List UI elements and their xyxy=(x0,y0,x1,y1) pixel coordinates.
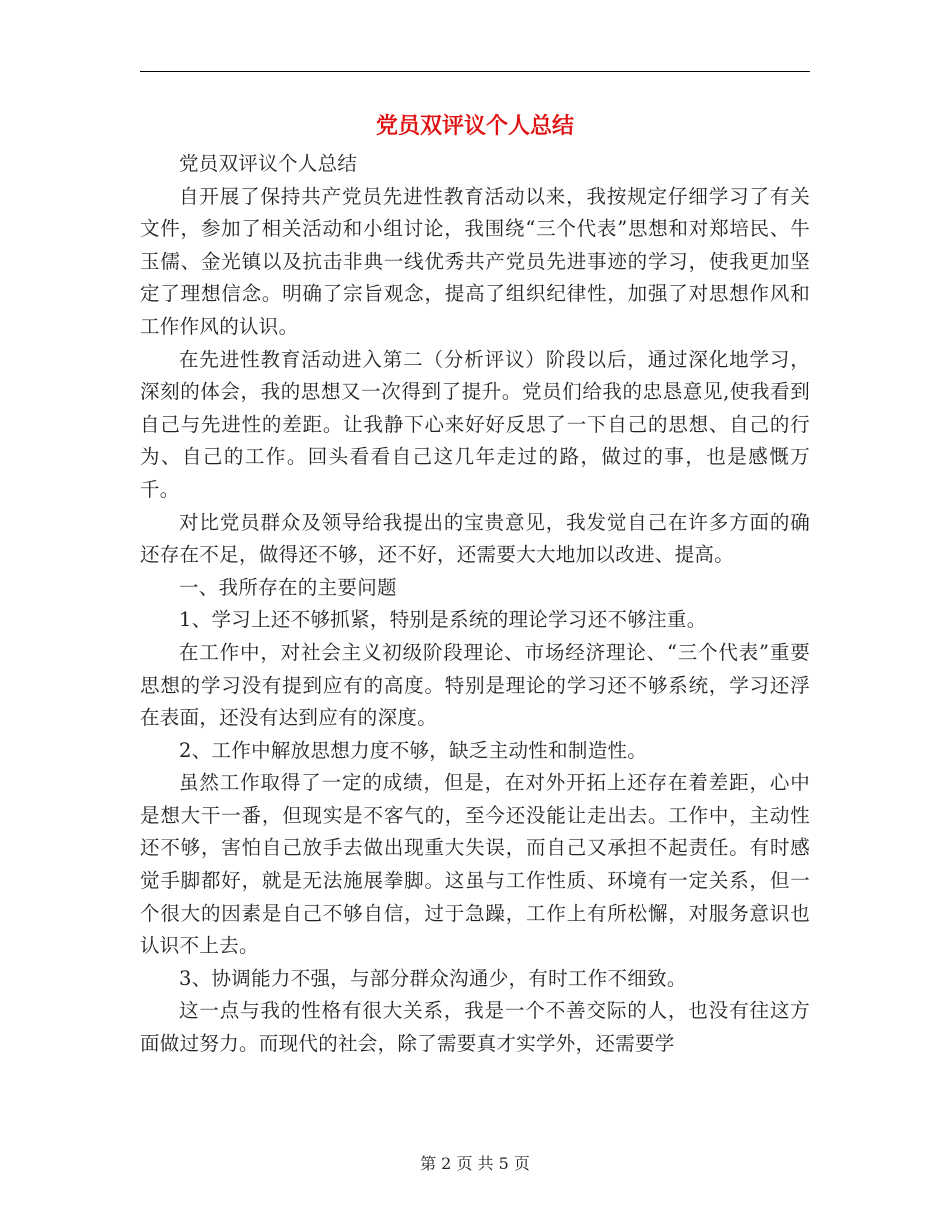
paragraph: 对比党员群众及领导给我提出的宝贵意见，我发觉自己在许多方面的确还存在不足，做得还不够，还不好，还需要大大地加以改进、提高。 xyxy=(140,510,810,567)
document-title: 党员双评议个人总结 xyxy=(375,113,574,139)
page-number: 第 2 页 共 5 页 xyxy=(420,1154,530,1173)
paragraph: 这一点与我的性格有很大关系，我是一个不善交际的人，也没有往这方面做过努力。而现代的社会，除了需要真才实学外，还需要学 xyxy=(140,999,810,1056)
paragraph: 党员双评议个人总结 xyxy=(179,152,358,175)
paragraph: 自开展了保持共产党员先进性教育活动以来，我按规定仔细学习了有关文件，参加了相关活动和小组讨论，我围绕“三个代表”思想和对郑培民、牛玉儒、金光镇以及抗击非典一线优秀共产党员先进事迹的学习，使我更加坚定了理想信念。明确了宗旨观念，提高了组织纪律性，加强了对思想作风和工作作风的认识。 xyxy=(140,184,810,338)
header-rule xyxy=(140,71,810,72)
paragraph: 在工作中，对社会主义初级阶段理论、市场经济理论、“三个代表”重要思想的学习没有提到应有的高度。特别是理论的学习还不够系统，学习还浮在表面，还没有达到应有的深度。 xyxy=(140,640,810,730)
numbered-point: 1、学习上还不够抓紧，特别是系统的理论学习还不够注重。 xyxy=(179,608,707,632)
paragraph: 在先进性教育活动进入第二（分析评议）阶段以后，通过深化地学习，深刻的体会，我的思想又一次得到了提升。党员们给我的忠恳意见,使我看到自己与先进性的差距。让我静下心来好好反思了一下自己的思想、自己的行为、自己的工作。回头看看自己这几年走过的路，做过的事，也是感慨万千。 xyxy=(140,347,810,501)
numbered-point: 3、协调能力不强，与部分群众沟通少，有时工作不细致。 xyxy=(179,966,687,990)
document-body xyxy=(140,148,810,1061)
section-heading: 一、我所存在的主要问题 xyxy=(179,575,397,599)
paragraph: 虽然工作取得了一定的成绩，但是，在对外开拓上还存在着差距，心中是想大干一番，但现实是不客气的，至今还没能让走出去。工作中，主动性还不够，害怕自己放手去做出现重大失误，而自己又承担不起责任。有时感觉手脚都好，就是无法施展拳脚。这虽与工作性质、环境有一定关系，但一个很大的因素是自己不够自信，过于急躁，工作上有所松懈，对服务意识也认识不上去。 xyxy=(140,771,810,958)
numbered-point: 2、工作中解放思想力度不够，缺乏主动性和制造性。 xyxy=(179,738,648,762)
